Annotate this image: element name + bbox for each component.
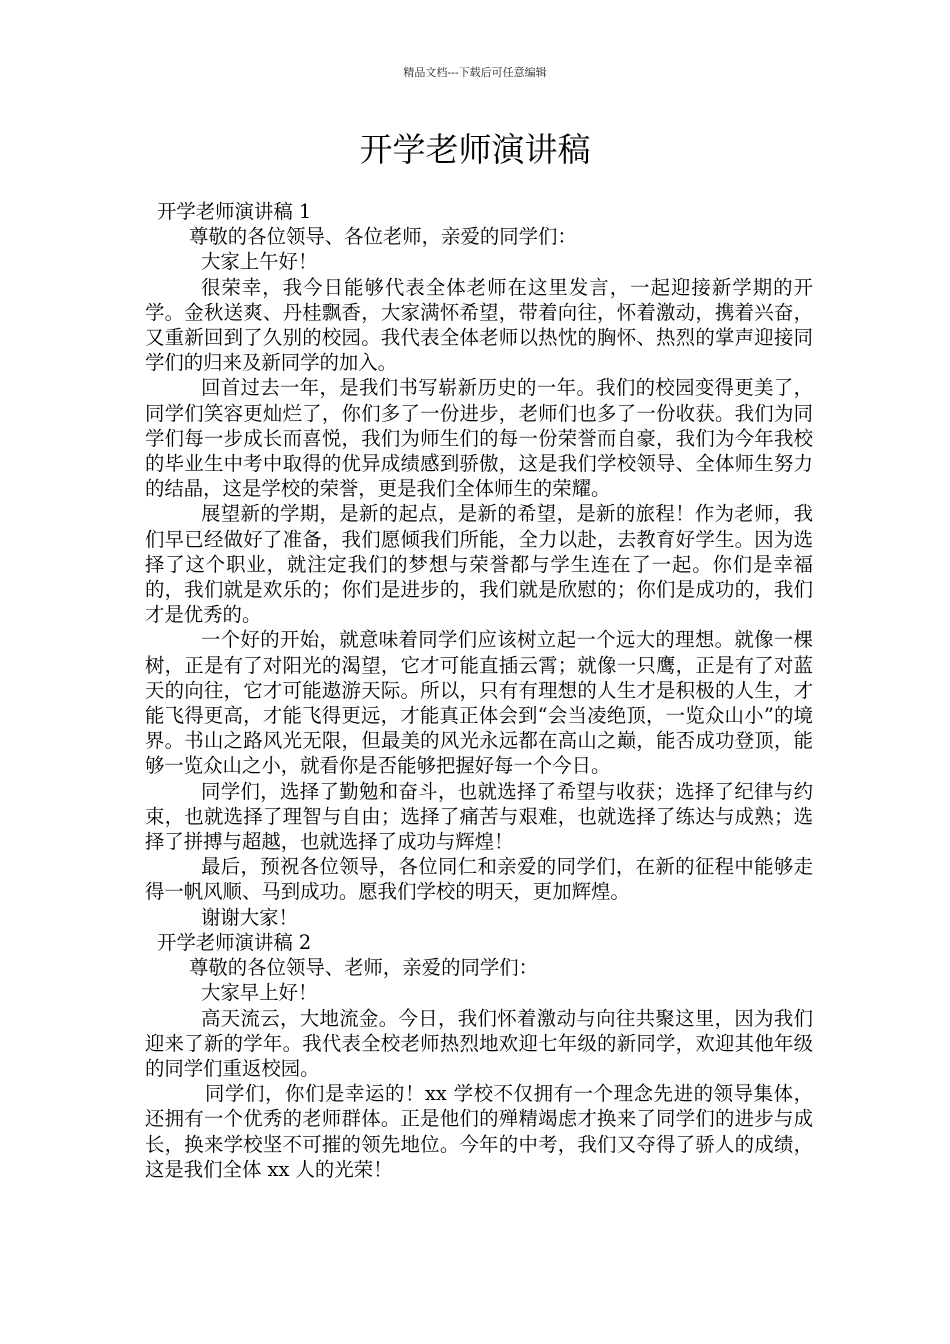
paragraph: 很荣幸，我今日能够代表全体老师在这里发言，一起迎接新学期的开学。金秋送爽、丹桂飘香，大家满怀希望，带着向往，怀着激动，携着兴奋，又重新回到了久别的校园。我代表全体老师以热忱的胸怀、热烈的掌声迎接同学们的归来及新同学的加入。 [145, 275, 813, 375]
section-heading: 开学老师演讲稿 1 [157, 200, 312, 223]
document-body [145, 199, 813, 1182]
greeting: 大家上午好！ [201, 250, 318, 274]
greeting: 大家早上好！ [201, 981, 318, 1005]
salutation: 尊敬的各位领导、老师，亲爱的同学们： [189, 956, 539, 980]
salutation: 尊敬的各位领导、各位老师，亲爱的同学们： [189, 225, 577, 249]
document-title: 开学老师演讲稿 [359, 130, 591, 169]
header-note: 精品文档---下载后可任意编辑 [403, 66, 547, 79]
paragraph: 同学们，你们是幸运的！xx 学校不仅拥有一个理念先进的领导集体，还拥有一个优秀的老师群体。正是他们的殚精竭虑才换来了同学们的进步与成长，换来学校坚不可摧的领先地位。今年的中考，我们又夺得了骄人的成绩，这是我们全体 xx 人的光荣！ [145, 1082, 813, 1181]
paragraph: 一个好的开始，就意味着同学们应该树立起一个远大的理想。就像一棵树，正是有了对阳光的渴望，它才可能直插云霄；就像一只鹰，正是有了对蓝天的向往，它才可能遨游天际。所以，只有有理想的人生才是积极的人生，才能飞得更高，才能飞得更远，才能真正体会到“会当凌绝顶，一览众山小”的境界。书山之路风光无限，但最美的风光永远都在高山之巅，能否成功登顶，能够一览众山之小，就看你是否能够把握好每一个今日。 [145, 628, 813, 778]
closing: 谢谢大家！ [201, 905, 298, 929]
paragraph: 同学们，选择了勤勉和奋斗，也就选择了希望与收获；选择了纪律与约束，也就选择了理智与自由；选择了痛苦与艰难，也就选择了练达与成熟；选择了拼搏与超越，也就选择了成功与辉煌！ [145, 779, 813, 854]
paragraph: 最后，预祝各位领导，各位同仁和亲爱的同学们，在新的征程中能够走得一帆风顺、马到成功。愿我们学校的明天，更加辉煌。 [145, 855, 813, 904]
paragraph: 回首过去一年，是我们书写崭新历史的一年。我们的校园变得更美了，同学们笑容更灿烂了，你们多了一份进步，老师们也多了一份收获。我们为同学们每一步成长而喜悦，我们为师生们的每一份荣誉而自豪，我们为今年我校的毕业生中考中取得的优异成绩感到骄傲，这是我们学校领导、全体师生努力的结晶，这是学校的荣誉，更是我们全体师生的荣耀。 [145, 376, 813, 501]
paragraph: 高天流云，大地流金。今日，我们怀着激动与向往共聚这里，因为我们迎来了新的学年。我代表全校老师热烈地欢迎七年级的新同学，欢迎其他年级的同学们重返校园。 [145, 1006, 813, 1080]
section-heading: 开学老师演讲稿 2 [157, 930, 312, 954]
paragraph: 展望新的学期，是新的起点，是新的希望，是新的旅程！作为老师，我们早已经做好了准备，我们愿倾我们所能，全力以赴，去教育好学生。因为选择了这个职业，就注定我们的梦想与荣誉都与学生连在了一起。你们是幸福的，我们就是欢乐的；你们是进步的，我们就是欣慰的；你们是成功的，我们才是优秀的。 [145, 502, 813, 627]
